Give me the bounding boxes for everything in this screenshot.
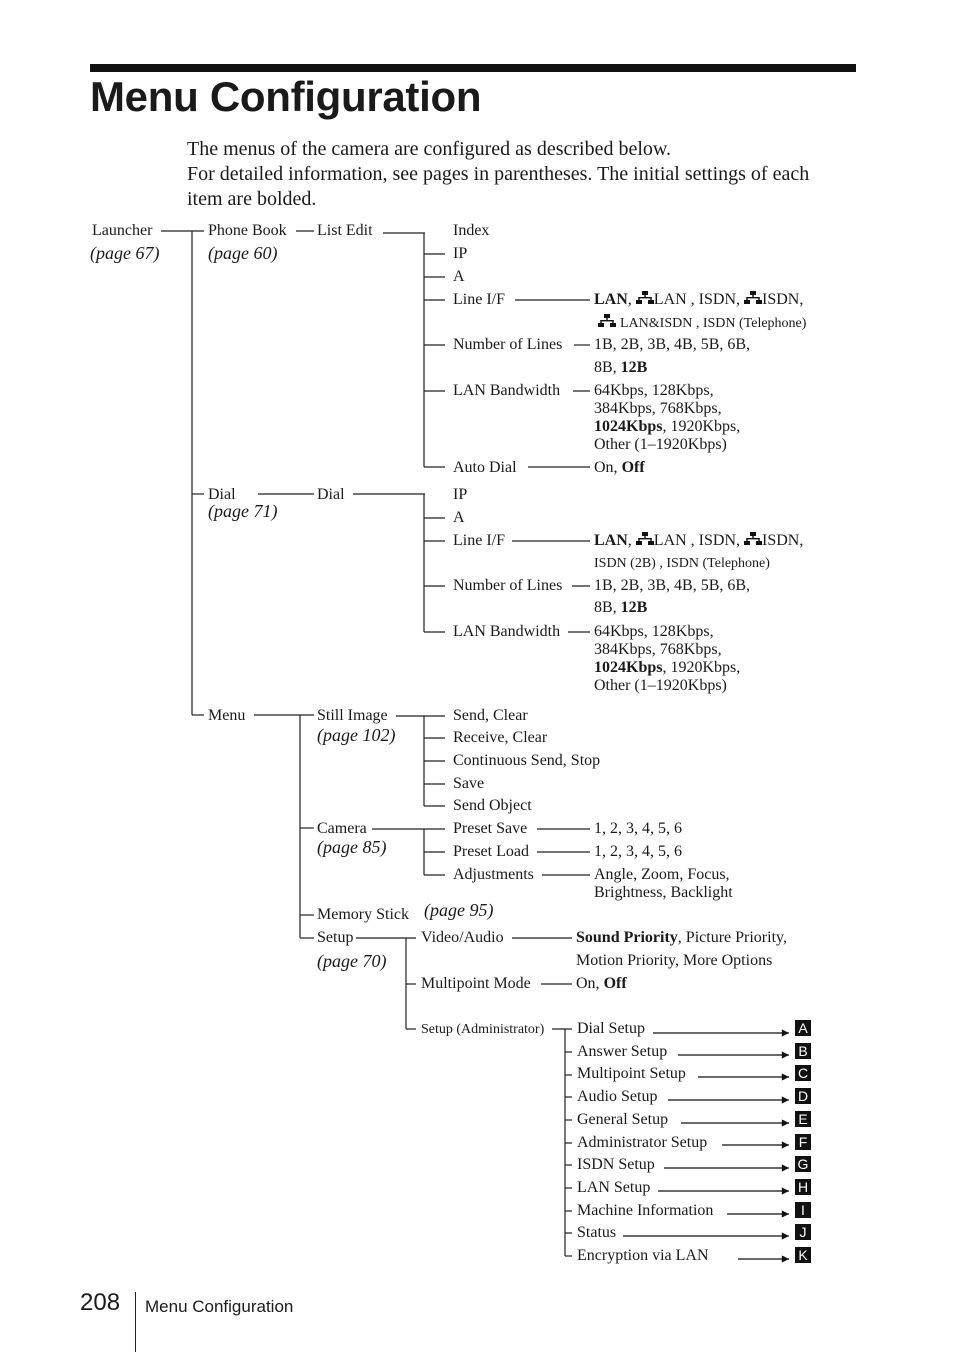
option-text: 8B, [594, 599, 617, 616]
still-image-item: Continuous Send, Stop [453, 752, 601, 769]
separator: , [627, 291, 632, 308]
pb-lan-bandwidth-item: LAN Bandwidth [453, 382, 561, 399]
default-value: 12B [620, 599, 648, 616]
dial-num-lines-values-2 [594, 599, 647, 617]
dial-line-if-values [594, 532, 803, 550]
dial-sub-label: Dial [317, 486, 345, 503]
admin-item-encryption-via-lan: Encryption via LAN [577, 1247, 709, 1264]
dial-lan-bandwidth-item: LAN Bandwidth [453, 623, 561, 640]
still-image-item: Send Object [453, 797, 532, 814]
video-audio-values-1 [576, 929, 787, 947]
intro-line: item are bolded. [187, 188, 317, 210]
pb-num-lines-item: Number of Lines [453, 336, 563, 353]
multipoint-mode-values [576, 975, 627, 993]
separator: , [627, 532, 632, 549]
default-value: Off [621, 459, 645, 476]
list-edit-label: List Edit [317, 222, 373, 239]
dial-lan-bw-values-4: Other (1–1920Kbps) [594, 677, 727, 694]
dial-a-item: A [453, 509, 465, 526]
still-image-page-ref: (page 102) [317, 725, 396, 745]
option-text: , Picture Priority, [677, 929, 787, 946]
dial-lan-bw-values-1: 64Kbps, 128Kbps, [594, 623, 714, 640]
option-text: ISDN, [762, 291, 804, 308]
pb-lan-bw-values-4: Other (1–1920Kbps) [594, 436, 727, 453]
still-image-item: Receive, Clear [453, 729, 548, 746]
intro-line: For detailed information, see pages in parentheses. The initial settings of each [187, 163, 810, 185]
page-number: 208 [80, 1289, 121, 1316]
preset-load-item: Preset Load [453, 843, 529, 860]
camera-page-ref: (page 85) [317, 837, 387, 857]
admin-item-isdn-setup: ISDN Setup [577, 1156, 655, 1173]
launcher-page-ref: (page 67) [90, 243, 160, 263]
default-value: LAN [594, 532, 628, 549]
setup-page-ref: (page 70) [317, 951, 387, 971]
dial-num-lines-item: Number of Lines [453, 577, 563, 594]
footer-divider [135, 1292, 136, 1352]
admin-item-lan-setup: LAN Setup [577, 1179, 651, 1196]
option-text: LAN&ISDN , ISDN (Telephone) [620, 316, 807, 331]
network-icon [598, 314, 616, 328]
preset-load-values: 1, 2, 3, 4, 5, 6 [594, 843, 682, 860]
pb-auto-dial-item: Auto Dial [453, 459, 517, 476]
dial-line-if-values-2 [594, 554, 770, 573]
dial-page-ref: (page 71) [208, 501, 278, 521]
still-image-item: Send, Clear [453, 707, 528, 724]
admin-item-dial-setup: Dial Setup [577, 1020, 645, 1037]
option-text: ISDN, [762, 532, 804, 549]
network-icon [636, 291, 654, 305]
dial-num-lines-values: 1B, 2B, 3B, 4B, 5B, 6B, [594, 577, 751, 594]
option-text: LAN , ISDN, [653, 291, 740, 308]
pb-num-lines-values: 1B, 2B, 3B, 4B, 5B, 6B, [594, 336, 751, 353]
pb-index-item: Index [453, 222, 490, 239]
section-badge-f: F [795, 1134, 811, 1150]
adjustments-values-1: Angle, Zoom, Focus, [594, 866, 730, 883]
pb-lan-bw-values-3 [594, 418, 740, 436]
preset-save-values: 1, 2, 3, 4, 5, 6 [594, 820, 682, 837]
camera-label: Camera [317, 820, 367, 837]
option-text: , 1920Kbps, [662, 418, 741, 435]
admin-item-answer-setup: Answer Setup [577, 1043, 668, 1060]
dial-ip-item: IP [453, 486, 468, 503]
section-badge-h: H [795, 1179, 811, 1195]
network-icon [744, 291, 762, 305]
setup-administrator-item: Setup (Administrator) [421, 1022, 545, 1037]
admin-item-general-setup: General Setup [577, 1111, 669, 1128]
option-text: , 1920Kbps, [662, 659, 741, 676]
default-value: LAN [594, 291, 628, 308]
section-badge-k: K [795, 1247, 811, 1263]
section-badge-i: I [795, 1202, 811, 1218]
section-badge-b: B [795, 1043, 811, 1059]
admin-item-multipoint-setup: Multipoint Setup [577, 1065, 686, 1082]
default-value: 12B [620, 359, 648, 376]
default-value: 1024Kbps [594, 418, 663, 435]
pb-a-item: A [453, 268, 465, 285]
menu-label: Menu [208, 707, 246, 724]
section-badge-c: C [795, 1065, 811, 1081]
pb-ip-item: IP [453, 245, 468, 262]
memory-stick-label: Memory Stick [317, 906, 409, 923]
dial-lan-bw-values-2: 384Kbps, 768Kbps, [594, 641, 722, 658]
network-icon [636, 532, 654, 546]
pb-lan-bw-values-2: 384Kbps, 768Kbps, [594, 400, 722, 417]
page-title: Menu Configuration [90, 73, 482, 120]
video-audio-values-2: Motion Priority, More Options [576, 952, 773, 969]
option-text: 8B, [594, 359, 617, 376]
network-icon [744, 532, 762, 546]
default-value: 1024Kbps [594, 659, 663, 676]
multipoint-mode-item: Multipoint Mode [421, 975, 531, 992]
option-text: ISDN (2B) , ISDN (Telephone) [594, 556, 770, 571]
section-badge-e: E [795, 1111, 811, 1127]
admin-item-administrator-setup: Administrator Setup [577, 1134, 708, 1151]
pb-num-lines-values-2 [594, 359, 647, 377]
default-value: Sound Priority [576, 929, 678, 946]
adjustments-values-2: Brightness, Backlight [594, 884, 733, 901]
intro-line: The menus of the camera are configured as described below. [187, 138, 672, 160]
still-image-label: Still Image [317, 707, 388, 724]
default-value: Off [603, 975, 627, 992]
pb-line-if-values-2 [598, 314, 806, 333]
option-text: On, [576, 975, 600, 992]
option-text: LAN , ISDN, [653, 532, 740, 549]
dial-lan-bw-values-3 [594, 659, 740, 677]
phone-book-page-ref: (page 60) [208, 243, 278, 263]
admin-item-status: Status [577, 1224, 617, 1241]
admin-item-machine-information: Machine Information [577, 1202, 714, 1219]
memory-stick-page-ref: (page 95) [424, 900, 494, 920]
pb-auto-dial-values [594, 459, 645, 477]
section-badge-a: A [795, 1020, 811, 1036]
dial-line-if-item: Line I/F [453, 532, 505, 549]
launcher-label: Launcher [92, 222, 153, 239]
pb-lan-bw-values-1: 64Kbps, 128Kbps, [594, 382, 714, 399]
admin-item-audio-setup: Audio Setup [577, 1088, 658, 1105]
option-text: On, [594, 459, 618, 476]
video-audio-item: Video/Audio [421, 929, 504, 946]
section-badge-d: D [795, 1088, 811, 1104]
phone-book-label: Phone Book [208, 222, 287, 239]
footer-section-title: Menu Configuration [145, 1297, 294, 1316]
adjustments-item: Adjustments [453, 866, 534, 883]
pb-line-if-item: Line I/F [453, 291, 505, 308]
dial-label: Dial [208, 486, 236, 503]
section-badge-j: J [795, 1224, 811, 1240]
still-image-item: Save [453, 775, 485, 792]
preset-save-item: Preset Save [453, 820, 528, 837]
setup-label: Setup [317, 929, 354, 946]
pb-line-if-values [594, 291, 803, 309]
section-badge-g: G [795, 1156, 811, 1172]
